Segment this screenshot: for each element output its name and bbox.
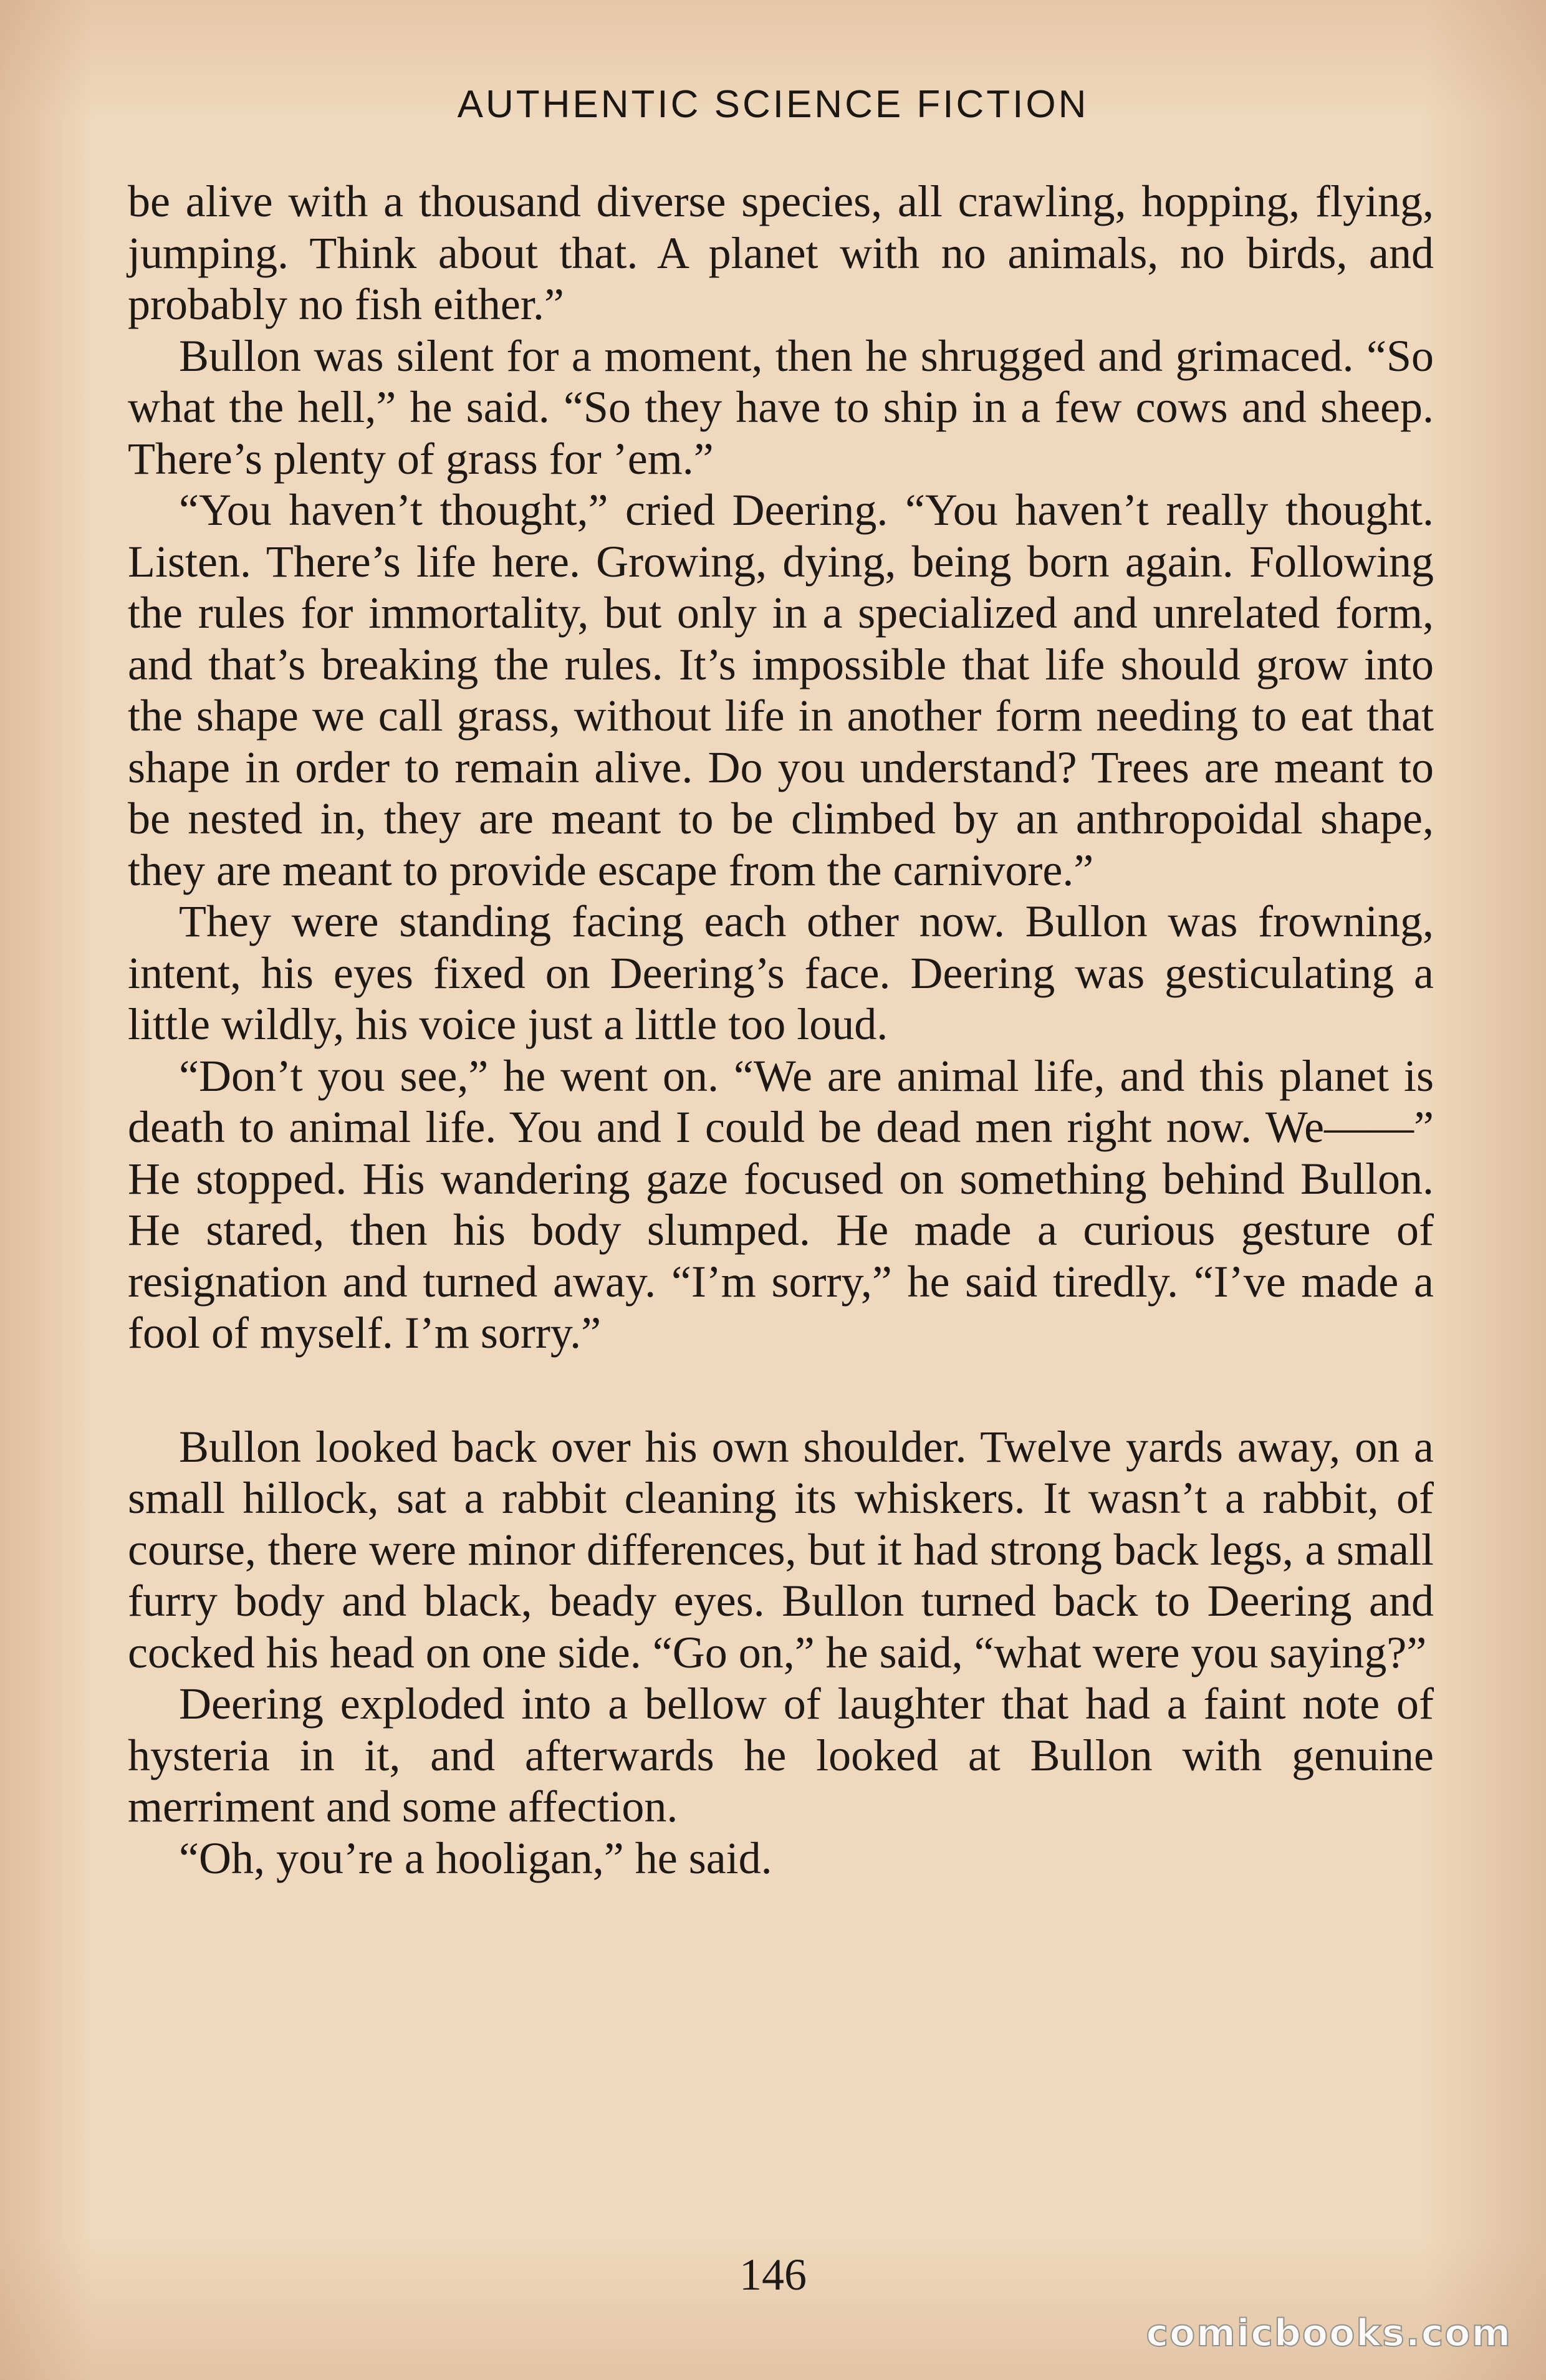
paragraph: Deering exploded into a bellow of laughter that had a faint note of hysteria in it, and afterwards he looked at Bullon with genuine merriment and some affection.: [128, 1679, 1434, 1831]
paragraph: “Don’t you see,” he went on. “We are animal life, and this planet is death to animal life. You and I could be dead men right now. We——” He stopped. His wandering gaze focused on something behind Bullon. He stared, then his body slumped. He made a curious gesture of resignation and turned away. “I’m sorry,” he said tiredly. “I’ve made a fool of myself. I’m sorry.”: [128, 1050, 1434, 1358]
page-number: 146: [739, 2250, 807, 2300]
paragraph: They were standing facing each other now. Bullon was frowning, intent, his eyes fixed on Deering’s face. Deering was gesticulating a little wildly, his voice just a little too loud.: [128, 896, 1434, 1049]
paragraph: “You haven’t thought,” cried Deering. “You haven’t really thought. Listen. There’s life here. Growing, dying, being born again. Following the rules for immortality, but only in a specialized and unrelated form, and that’s breaking the rules. It’s impossible that life should grow into the shape we call grass, without life in another form needing to eat that shape in order to remain alive. Do you understand? Trees are meant to be nested in, they are meant to be climbed by an anthropoidal shape, they are meant to provide escape from the carnivore.”: [128, 485, 1434, 895]
paragraph: Bullon looked back over his own shoulder. Twelve yards away, on a small hillock, sat a rabbit cleaning its whiskers. It wasn’t a rabbit, of course, there were minor differences, but it had strong back legs, a small furry body and black, beady eyes. Bullon turned back to Deering and cocked his head on one side. “Go on,” he said, “what were you saying?”: [128, 1421, 1434, 1677]
watermark-logo: comicbooks.com: [1146, 2311, 1512, 2355]
running-head: AUTHENTIC SCIENCE FICTION: [457, 83, 1089, 126]
body-text: [128, 176, 1434, 1884]
paragraph: Bullon was silent for a moment, then he shrugged and grimaced. “So what the hell,” he said. “So they have to ship in a few cows and sheep. There’s plenty of grass for ’em.”: [128, 330, 1434, 484]
paragraph: “Oh, you’re a hooligan,” he said.: [179, 1833, 772, 1883]
paragraph-continued: be alive with a thousand diverse species, all crawling, hopping, flying, jumping. Think about that. A planet with no animals, no birds, and probably no fish either.”: [128, 176, 1434, 329]
